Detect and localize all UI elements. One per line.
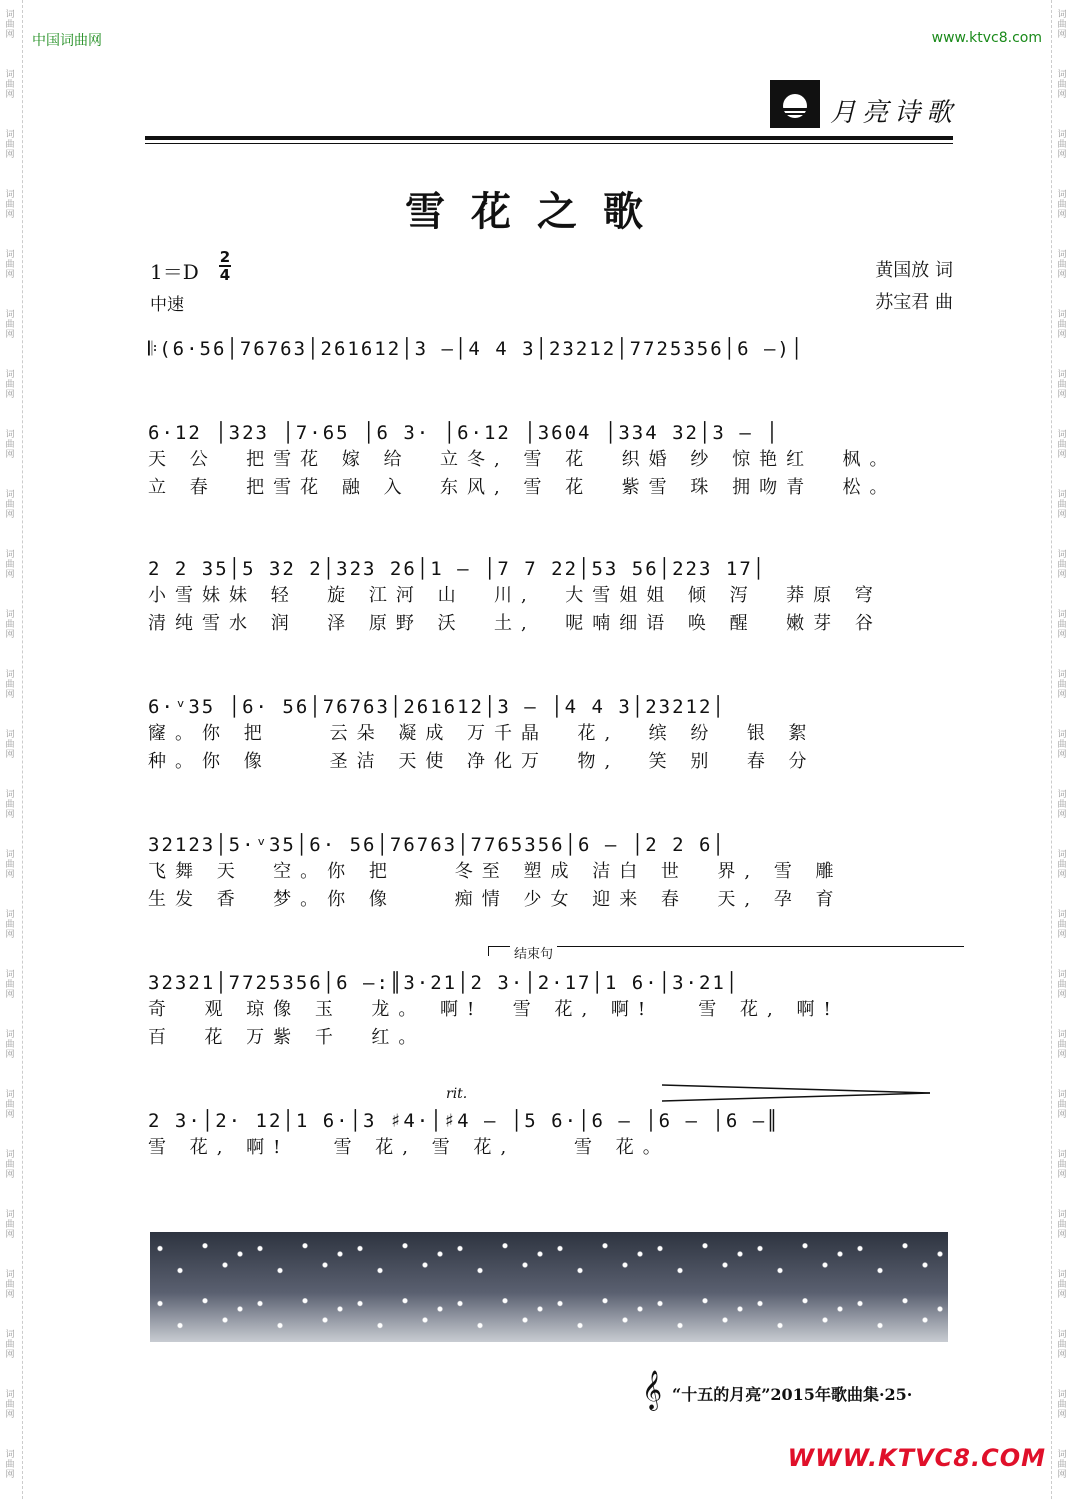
- score-row-6: [148, 970, 954, 1052]
- lyricist-credit: 黄国放 词: [875, 260, 953, 281]
- header-rule-thin: [145, 143, 953, 144]
- time-signature: [219, 250, 231, 282]
- site-watermark: WWW.KTVC8.COM: [787, 1444, 1046, 1472]
- margin-watermark-text: 词 曲 网: [1057, 250, 1067, 280]
- score-row-5: [148, 832, 954, 914]
- time-numerator: 2: [219, 248, 231, 266]
- crescendo-hairpin: [662, 1082, 932, 1104]
- brand-text: 月亮诗歌: [830, 98, 959, 128]
- margin-watermark-text: 词 曲 网: [1057, 310, 1067, 340]
- margin-watermark-text: 词 曲 网: [1057, 70, 1067, 100]
- lyric-verse-2: 生发 香 梦。你 像 痴情 少女 迎来 春 天, 孕 育: [148, 889, 843, 910]
- margin-watermark-text: 词 曲 网: [1057, 430, 1067, 460]
- lyric-verse-1: 雪 花, 啊! 雪 花, 雪 花, 雪 花。: [148, 1137, 670, 1158]
- margin-watermark-text: 词 曲 网: [1057, 1390, 1067, 1420]
- margin-watermark-text: 词 曲 网: [1057, 730, 1067, 760]
- site-url-right[interactable]: www.ktvc8.com: [931, 30, 1042, 46]
- margin-watermark-text: 词 曲 网: [5, 1450, 15, 1480]
- notation-line: 2 3·│2· 12│1 6·│3 ♯4·│♯4 – │5 6·│6 – │6 – │6 –║: [148, 1110, 780, 1132]
- margin-watermark-text: 词 曲 网: [1057, 190, 1067, 220]
- margin-watermark-text: 词 曲 网: [1057, 1330, 1067, 1360]
- margin-watermark-text: 词 曲 网: [1057, 970, 1067, 1000]
- end-phrase-tick: [488, 946, 489, 956]
- lyric-verse-2: 种。你 像 圣洁 天使 净化万 物, 笑 别 春 分: [148, 751, 816, 772]
- margin-watermark-text: 词 曲 网: [5, 790, 15, 820]
- margin-watermark-text: 词 曲 网: [5, 370, 15, 400]
- notation-line: 32123│5·ᵛ35│6· 56│76763│7765356│6 – │2 2 6│: [148, 834, 726, 856]
- treble-clef-icon: 𝄞: [642, 1370, 663, 1410]
- notation-line: 6·ᵛ35 │6· 56│76763│261612│3 – │4 4 3│23212│: [148, 696, 726, 718]
- margin-watermark-text: 词 曲 网: [1057, 610, 1067, 640]
- ritardando-mark: rit.: [446, 1086, 468, 1102]
- lyric-verse-1: 飞舞 天 空。你 把 冬至 塑成 洁白 世 界, 雪 雕: [148, 861, 843, 882]
- margin-watermark-text: 词 曲 网: [5, 130, 15, 160]
- margin-watermark-text: 词 曲 网: [5, 910, 15, 940]
- margin-watermark-text: 词 曲 网: [5, 670, 15, 700]
- end-phrase-bracket: [488, 946, 964, 947]
- tempo-marking: 中速: [150, 295, 184, 315]
- margin-watermark-text: 词 曲 网: [1057, 130, 1067, 160]
- margin-watermark-text: 词 曲 网: [5, 190, 15, 220]
- notation-line: 6·12 │323 │7·65 │6 3· │6·12 │3604 │334 32│3 – │: [148, 422, 780, 444]
- margin-watermark-text: 词 曲 网: [1057, 1090, 1067, 1120]
- margin-watermark-text: 词 曲 网: [5, 1210, 15, 1240]
- margin-watermark-text: 词 曲 网: [5, 610, 15, 640]
- moon-logo-icon: [770, 80, 820, 128]
- margin-watermark-text: 词 曲 网: [5, 730, 15, 760]
- margin-watermark-text: 词 曲 网: [1057, 370, 1067, 400]
- page-footer: “十五的月亮”2015年歌曲集·25·: [672, 1385, 913, 1404]
- margin-watermark-text: 词 曲 网: [5, 1090, 15, 1120]
- margin-watermark-text: 词 曲 网: [5, 310, 15, 340]
- song-title: 雪花之歌: [405, 188, 669, 235]
- notation-line: 2 2 35│5 32 2│323 26│1 – │7 7 22│53 56│223 17│: [148, 558, 767, 580]
- margin-watermark-text: 词 曲 网: [1057, 1210, 1067, 1240]
- margin-watermark-text: 词 曲 网: [5, 1270, 15, 1300]
- notation-line: 𝄆(6·56│76763│261612│3 –│4 4 3│23212│7725356│6 –)│: [148, 338, 805, 360]
- composer-credit: 苏宝君 曲: [875, 292, 953, 313]
- margin-watermark-text: 词 曲 网: [5, 250, 15, 280]
- header-rule: [145, 136, 953, 140]
- notation-line: 32321│7725356│6 –:║3·21│2 3·│2·17│1 6·│3·21│: [148, 972, 740, 994]
- margin-watermark-text: 词 曲 网: [1057, 790, 1067, 820]
- site-name-left[interactable]: 中国词曲网: [32, 33, 102, 49]
- margin-watermark-text: 词 曲 网: [1057, 1450, 1067, 1480]
- margin-watermark-text: 词 曲 网: [5, 1150, 15, 1180]
- score-row-7: [148, 1108, 954, 1162]
- margin-watermark-text: 词 曲 网: [5, 490, 15, 520]
- margin-watermark-text: 词 曲 网: [5, 70, 15, 100]
- score-row-2: [148, 420, 954, 502]
- lyric-verse-1: 奇 观 琼像 玉 龙。 啊! 雪 花, 啊! 雪 花, 啊!: [148, 999, 840, 1020]
- margin-watermark-text: 词 曲 网: [5, 10, 15, 40]
- score-row-3: [148, 556, 954, 638]
- margin-watermark-text: 词 曲 网: [5, 430, 15, 460]
- key-signature: 1＝D: [150, 260, 199, 284]
- lyric-verse-1: 窿。你 把 云朵 凝成 万千晶 花, 缤 纷 银 絮: [148, 723, 816, 744]
- score-row-1: [148, 336, 954, 362]
- margin-watermark-text: 词 曲 网: [1057, 670, 1067, 700]
- snowflake-banner-image: [150, 1232, 948, 1342]
- score-row-4: [148, 694, 954, 776]
- margin-watermark-text: 词 曲 网: [5, 1330, 15, 1360]
- margin-watermark-text: 词 曲 网: [1057, 10, 1067, 40]
- margin-watermark-text: 词 曲 网: [1057, 550, 1067, 580]
- margin-watermark-text: 词 曲 网: [1057, 490, 1067, 520]
- margin-watermark-text: 词 曲 网: [5, 1390, 15, 1420]
- lyric-verse-1: 小雪妹妹 轻 旋 江河 山 川, 大雪姐姐 倾 泻 莽原 穹: [148, 585, 882, 606]
- margin-watermark-text: 词 曲 网: [1057, 1270, 1067, 1300]
- margin-watermark-text: 词 曲 网: [1057, 1150, 1067, 1180]
- margin-watermark-text: 词 曲 网: [1057, 1030, 1067, 1060]
- lyric-verse-1: 天 公 把雪花 嫁 给 立冬, 雪 花 织婚 纱 惊艳红 枫。: [148, 449, 897, 470]
- lyric-verse-2: 立 春 把雪花 融 入 东风, 雪 花 紫雪 珠 拥吻青 松。: [148, 477, 897, 498]
- margin-watermark-text: 词 曲 网: [1057, 850, 1067, 880]
- margin-watermark-text: 词 曲 网: [5, 850, 15, 880]
- margin-watermark-text: 词 曲 网: [5, 550, 15, 580]
- margin-watermark-text: 词 曲 网: [1057, 910, 1067, 940]
- margin-watermark-text: 词 曲 网: [5, 970, 15, 1000]
- end-phrase-label: 结束句: [510, 943, 557, 962]
- time-denominator: 4: [219, 266, 231, 284]
- lyric-verse-2: 清纯雪水 润 泽 原野 沃 土, 呢喃细语 唤 醒 嫩芽 谷: [148, 613, 882, 634]
- margin-watermark-text: 词 曲 网: [5, 1030, 15, 1060]
- lyric-verse-2: 百 花 万紫 千 红。: [148, 1027, 426, 1048]
